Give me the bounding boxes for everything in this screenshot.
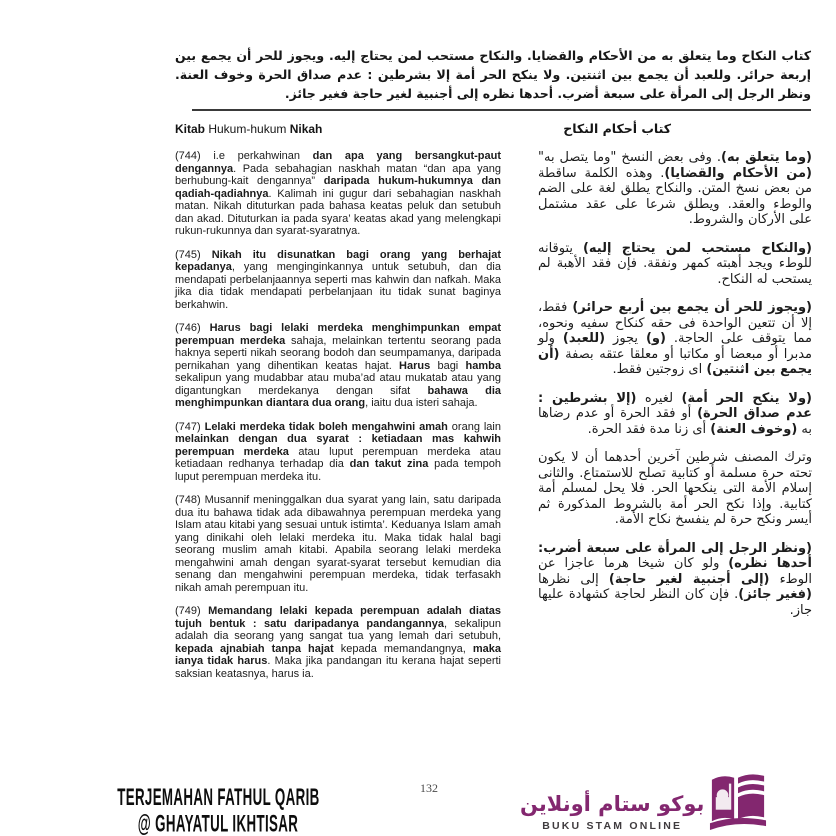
text-run: Nikah: [289, 122, 323, 136]
text-run: . Kalimah ini gugur dari sebahagian naskhah matan. Nikah dituturkan pada bahasa keatas peluk dan setubuh dan akad. Dituturkan ia pada syara’ keatas akad yang melengkapi rukun-rukunnya dan syarat-syaratnya.: [175, 187, 501, 237]
paragraph: [538, 450, 812, 528]
text-run: فقط، إلا أن تتعين الواحدة فى حقه كنكاح سفيه ونحوه، مما يتوقف على الحاجة.: [538, 300, 812, 346]
text-run: اى زوجتين فقط.: [612, 362, 707, 377]
text-run: أى زنا مدة فقد الحرة.: [587, 421, 711, 437]
text-run: (748) Musannif meninggalkan dua syarat yang lain, satu daripada dua itu bahawa tidak ada dibawahnya perempuan merdeka yang Islam atau kitabi yang sesuai untuk istimta’. Keduanya Islam amah yang dinikahi oleh lelaki merdeka itu. Maka tidak halal bagi seorang muslim amah kitabi. Apabila seorang lelaki merdeka mengahwini amah dengan syarat-syarat tersebut kemudian dia senang dan mengahwini perempuan merdeka, tidak terfasakh nikah amah perempuan itu.: [175, 494, 501, 594]
text-run: Kitab: [175, 122, 205, 136]
page-number: 132: [420, 781, 438, 795]
text-run: , iaitu dua isteri sahaja.: [365, 397, 478, 409]
text-run: أو فقد الحرة أو عدم رضاها به: [538, 406, 812, 437]
text-run: (747): [175, 420, 205, 433]
logo-text-block: [520, 789, 704, 832]
logo-latin-name: BUKU STAM ONLINE: [542, 820, 683, 832]
text-run: ولو كان شيخا هرما عاجزا عن الوطء: [538, 556, 812, 587]
stamp-line-2: @ GHAYATUL IKHTISAR: [137, 809, 299, 836]
paragraph: [538, 241, 812, 288]
text-run: (إلا بشرطين : عدم صداق الحرة): [538, 390, 813, 421]
text-run: . وهذه الكلمة ساقطة من بعض نسخ المتن. والنكاح يطلق لغة على الضم والوطء والعقد. ويطلق شرعا على عقد مشتمل على الأركان والشروط.: [538, 165, 812, 227]
arabic-commentary-column: [538, 150, 812, 631]
text-run: (وما يتعلق به): [721, 150, 812, 165]
text-run: hamba: [465, 359, 501, 372]
text-run: . وفى بعض النسخ "وما يتصل به": [538, 150, 722, 165]
chapter-heading-row: [175, 121, 811, 136]
text-run: إلى نظرها: [538, 571, 609, 587]
translation-column: [175, 150, 501, 691]
paragraph: [538, 541, 812, 619]
text-run: (746): [175, 322, 210, 334]
paragraph: [175, 494, 501, 594]
text-run: لغيره: [636, 390, 682, 406]
text-run: Harus bagi lelaki merdeka menghimpunkan empat perempuan merdeka: [175, 322, 501, 347]
text-run: (ولا ينكح الحر أمة): [681, 390, 812, 406]
top-arabic-passage: كتاب النكاح وما يتعلق به من الأحكام والقضايا. والنكاح مستحب لمن يحتاج إليه. ويجوز للحر أن يجمع بين إربعة حرائر. وللعبد أن يجمع بين اثنتين. ولا ينكح الحر أمة إلا بشرطين : عدم صداق الحرة وخوف العنة. ونظر الرجل إلى المرأة على سبعة أضرب. أحدها نظره إلى أجنبية لغير حاجة فغير جائز.: [175, 48, 811, 101]
text-run: . Pada sebahagian naskhah matan “dan apa yang berhubung-kait dengannya”: [175, 162, 501, 187]
text-run: (ويجوز للحر أن يجمع بين أربع حرائر): [572, 300, 812, 315]
section-divider: [192, 109, 811, 111]
text-run: maka ianya tidak harus: [175, 642, 501, 667]
text-run: (إلى أجنبية لغير حاجة): [608, 571, 770, 587]
text-run: (و): [645, 331, 666, 346]
paragraph: [175, 421, 501, 484]
text-run: orang lain: [447, 420, 501, 433]
text-run: kepada memandangnya,: [333, 642, 473, 655]
paragraph: [175, 150, 501, 238]
text-run: daripada hukum-hukumnya dan qadiah-qadiahnya: [175, 175, 502, 200]
text-run: sekalipun yang mudabbar atau muba’ad atau mukatab atau yang digantungkan merdekanya dengan sifat: [175, 372, 501, 397]
text-run: Hukum-hukum: [205, 122, 290, 136]
stamp-line-1: TERJEMAHAN FATHUL QARIB: [117, 782, 320, 811]
paragraph: [538, 300, 812, 378]
text-run: dan takut zina: [349, 458, 429, 470]
paragraph: [538, 391, 812, 438]
chapter-heading-right: كتاب أحكام النكاح: [563, 121, 671, 136]
text-run: dan apa yang bersangkut-paut dengannya: [175, 150, 501, 175]
text-run: (فغير جائز): [738, 587, 813, 602]
text-run: kepada ajnabiah tanpa hajat: [175, 642, 334, 655]
bookstore-logo: [520, 770, 767, 832]
text-run: (من الأحكام والقضايا): [664, 165, 813, 181]
paragraph: [538, 150, 812, 228]
text-run: Harus: [399, 359, 431, 372]
text-run: . Maka jika pandangan itu kerana hajat seperti saksian keatasnya, harus ia.: [175, 655, 501, 680]
logo-arabic-name: بوكو ستام أونلاين: [520, 792, 705, 816]
text-run: pada tempoh luput perempuan merdeka itu.: [175, 458, 501, 483]
text-run: Lelaki merdeka tidak boleh mengahwini amah: [204, 420, 448, 433]
text-run: (وخوف العنة): [710, 421, 798, 437]
text-run: Nikah itu disunatkan bagi orang yang berhajat kepadanya: [175, 248, 501, 273]
text-run: (ونظر الرجل إلى المرأة على سبعة أضرب: أحدها نظره): [538, 540, 812, 571]
text-run: (745): [175, 248, 212, 261]
text-run: , sekalipun adalah dia seorang yang sangat tua yang lemah dari setubuh,: [175, 617, 502, 642]
text-run: وترك المصنف شرطين آخرين أحدهما أن لا يكون تحته حرة مسلمة أو كتابية تصلح للاستمتاع. والثانى إسلام الأمة التى ينكحها الحر. فلا يحل لمسلم أمة كتابية. وإذا نكح الحر أمة بالشروط المذكورة ثم أيسر ونكح حرة لم ينفسخ نكاح الأمة.: [538, 450, 812, 527]
text-run: bagi: [430, 359, 466, 372]
text-run: . فإن كان النظر لحاجة كشهادة عليها جاز.: [538, 587, 812, 618]
text-run: (والنكاح مستحب لمن يحتاج إليه): [582, 240, 812, 256]
text-run: bahawa dia menghimpunkan diantara dua orang: [175, 384, 501, 409]
chapter-heading-left: [175, 122, 322, 136]
text-run: Memandang lelaki kepada perempuan adalah diatas tujuh bentuk : satu daripadanya pandangannya: [175, 605, 501, 630]
paragraph: [175, 322, 501, 410]
text-run: (744) i.e perkahwinan: [175, 150, 313, 162]
text-run: يجوز: [605, 331, 646, 346]
text-run: sahaja, melainkan tertentu seorang pada haknya seperti nikah seorang bodoh dan seumpamanya, daripada pernikahan yang dihentikan keatas hajat.: [175, 334, 501, 372]
publisher-stamp: [117, 784, 319, 836]
text-run: ولو مدبرا أو مبعضا أو مكاتبا أو معلقا عتقه بصفة: [538, 331, 812, 362]
text-run: يتوقانه للوطء ويجد أهبته كمهر ونفقة. فإن فقد الأهبة لم يستحب له النكاح.: [538, 240, 812, 287]
text-run: melainkan dengan dua syarat : ketiadaan mas kahwih perempuan merdeka: [175, 433, 501, 458]
text-run: (للعبد): [562, 331, 606, 346]
open-book-mosque-icon: [709, 770, 767, 832]
text-run: atau luput perempuan merdeka atau ketiadaan redhanya terhadap dia: [175, 445, 501, 470]
text-run: (أن يجمع بين اثنتين): [538, 346, 812, 377]
text-run: , yang menginginkannya untuk setubuh, dan dia mendapati perbelanjaannya seperti mas kahwin dan nafkah. Maka jika dia tidak mendapati perbelanjaan itu tidak sunat baginya berkahwin.: [175, 261, 501, 311]
paragraph: [175, 605, 501, 680]
text-run: (749): [175, 605, 209, 617]
paragraph: [175, 249, 501, 312]
